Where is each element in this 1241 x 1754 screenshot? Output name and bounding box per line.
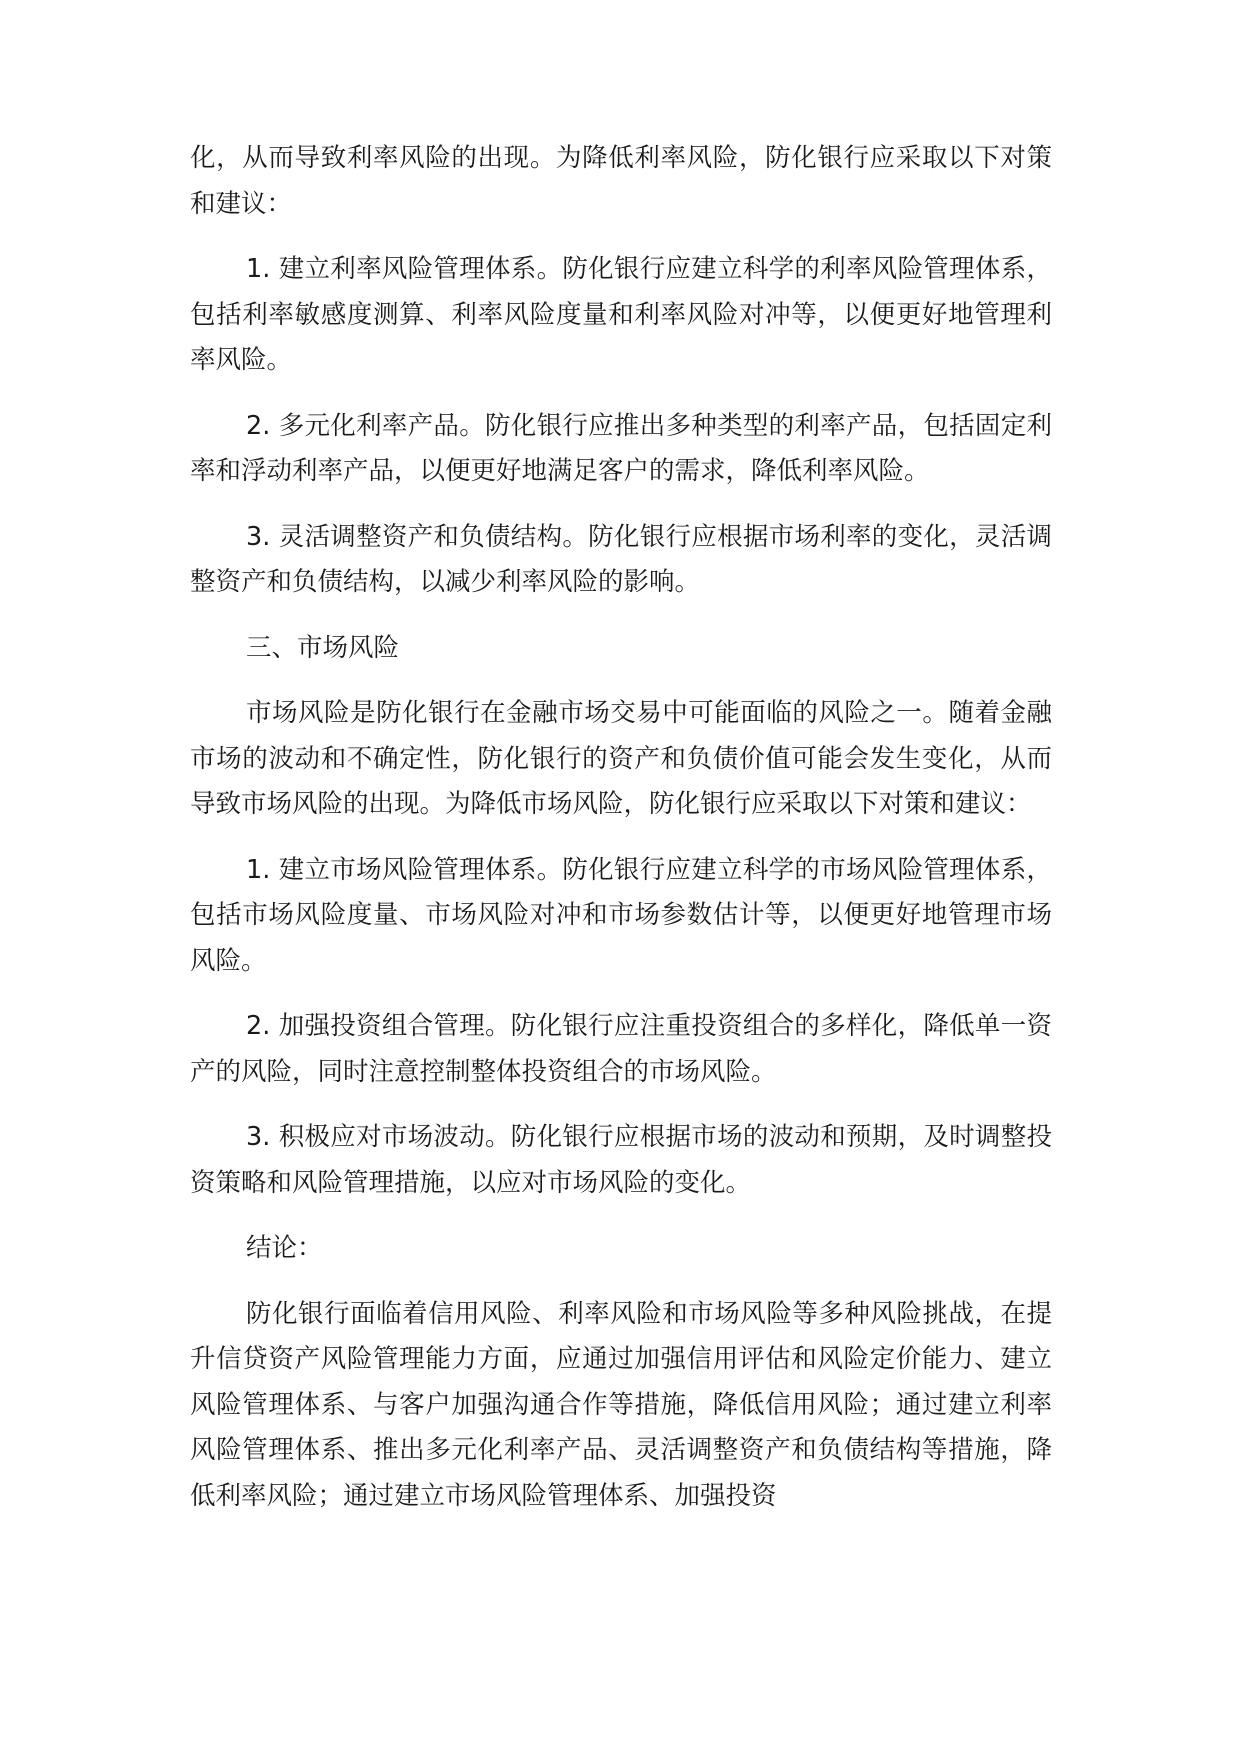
- paragraph-interest-rate-measure-1: 1. 建立利率风险管理体系。防化银行应建立科学的利率风险管理体系，包括利率敏感度测算、利率风险度量和利率风险对冲等，以便更好地管理利率风险。: [190, 254, 1052, 375]
- paragraph-interest-rate-measure-3: 3. 灵活调整资产和负债结构。防化银行应根据市场利率的变化，灵活调整资产和负债结构，以减少利率风险的影响。: [190, 521, 1052, 597]
- paragraph-market-risk-measure-3: 3. 积极应对市场波动。防化银行应根据市场的波动和预期，及时调整投资策略和风险管理措施，以应对市场风险的变化。: [190, 1122, 1052, 1198]
- paragraph-conclusion: 防化银行面临着信用风险、利率风险和市场风险等多种风险挑战，在提升信贷资产风险管理能力方面，应通过加强信用评估和风险定价能力、建立风险管理体系、与客户加强沟通合作等措施，降低信用风险；通过建立利率风险管理体系、推出多元化利率产品、灵活调整资产和负债结构等措施，降低利率风险；通过建立市场风险管理体系、加强投资: [190, 1298, 1052, 1511]
- document-page: [190, 136, 1052, 1539]
- section-heading-conclusion: 结论：: [246, 1233, 323, 1263]
- paragraph-market-risk-measure-2: 2. 加强投资组合管理。防化银行应注重投资组合的多样化，降低单一资产的风险，同时注意控制整体投资组合的市场风险。: [190, 1011, 1052, 1087]
- paragraph-interest-rate-intro-continued: 化，从而导致利率风险的出现。为降低利率风险，防化银行应采取以下对策和建议：: [190, 143, 1052, 219]
- paragraph-market-risk-measure-1: 1. 建立市场风险管理体系。防化银行应建立科学的市场风险管理体系，包括市场风险度量、市场风险对冲和市场参数估计等，以便更好地管理市场风险。: [190, 854, 1052, 976]
- section-heading-market-risk: 三、市场风险: [246, 632, 400, 663]
- paragraph-interest-rate-measure-2: 2. 多元化利率产品。防化银行应推出多种类型的利率产品，包括固定利率和浮动利率产品，以便更好地满足客户的需求，降低利率风险。: [190, 410, 1052, 486]
- paragraph-market-risk-intro: 市场风险是防化银行在金融市场交易中可能面临的风险之一。随着金融市场的波动和不确定性，防化银行的资产和负债价值可能会发生变化，从而导致市场风险的出现。为降低市场风险，防化银行应采取以下对策和建议：: [190, 698, 1052, 819]
